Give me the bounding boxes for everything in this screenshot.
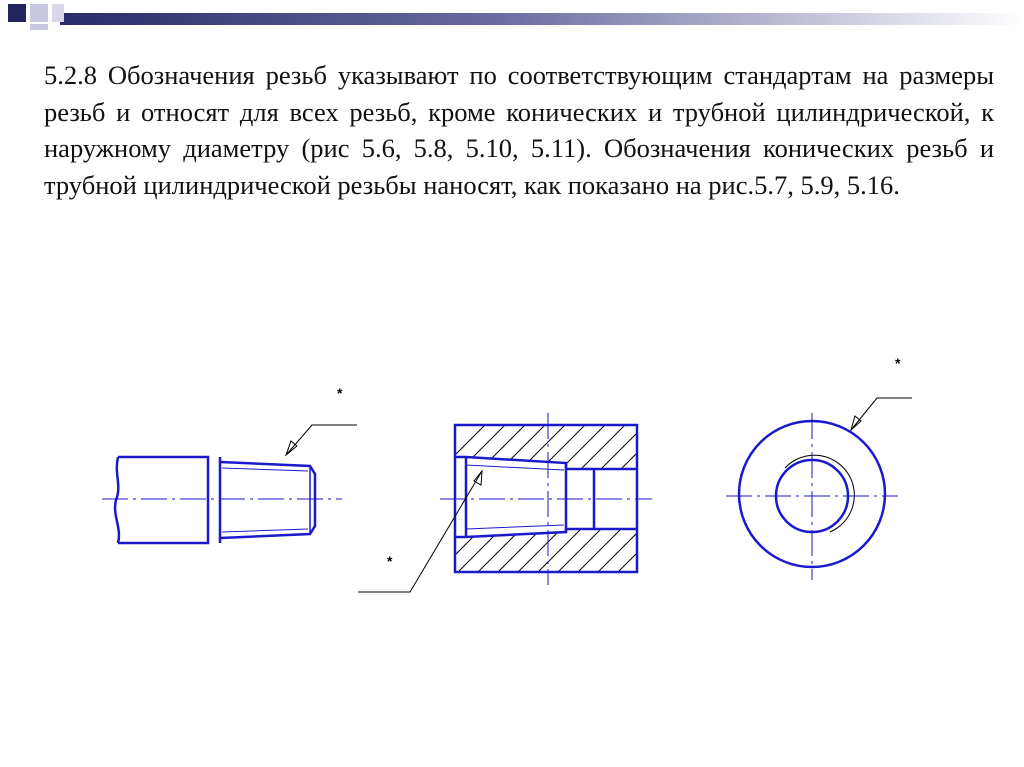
leader-line — [286, 425, 357, 455]
thread-mark-1: * — [337, 385, 343, 401]
tapered-section — [220, 462, 315, 538]
thread-designation-paragraph: 5.2.8 Обозначения резьб указывают по соответствующим стандартам на размеры резьб и относят для всех резьб, кроме конических и трубной цилиндрической, к наружному диаметру (рис 5.6, 5.8, 5.10, 5.11). Обозначения конических резьб и трубной цилиндрической резьбы наносят, как показано на рис.5.7, 5.9, 5.16. — [44, 60, 994, 200]
shaft-outline — [118, 457, 208, 543]
thread-mark-2: * — [387, 553, 393, 569]
gradient-strip — [60, 13, 1024, 25]
hatching-top — [430, 420, 690, 480]
leader-line — [358, 471, 482, 592]
deco-square-light — [30, 4, 48, 22]
leader-line — [851, 398, 912, 430]
thread-root-line — [222, 468, 308, 532]
thread-arc — [785, 455, 854, 532]
thread-drawings — [0, 330, 1024, 630]
figure-end-view — [726, 355, 912, 580]
thread-crest-line — [466, 465, 564, 529]
figure-tapered-shaft — [102, 385, 357, 543]
deco-square-dark — [8, 4, 26, 22]
header-decoration-bar — [0, 0, 1024, 30]
deco-square-light-right — [52, 4, 64, 22]
figure-threaded-hole-section — [358, 413, 690, 592]
deco-square-light-lower — [30, 24, 48, 30]
thread-mark-3: * — [895, 355, 901, 371]
shaft-break-line — [115, 457, 119, 543]
